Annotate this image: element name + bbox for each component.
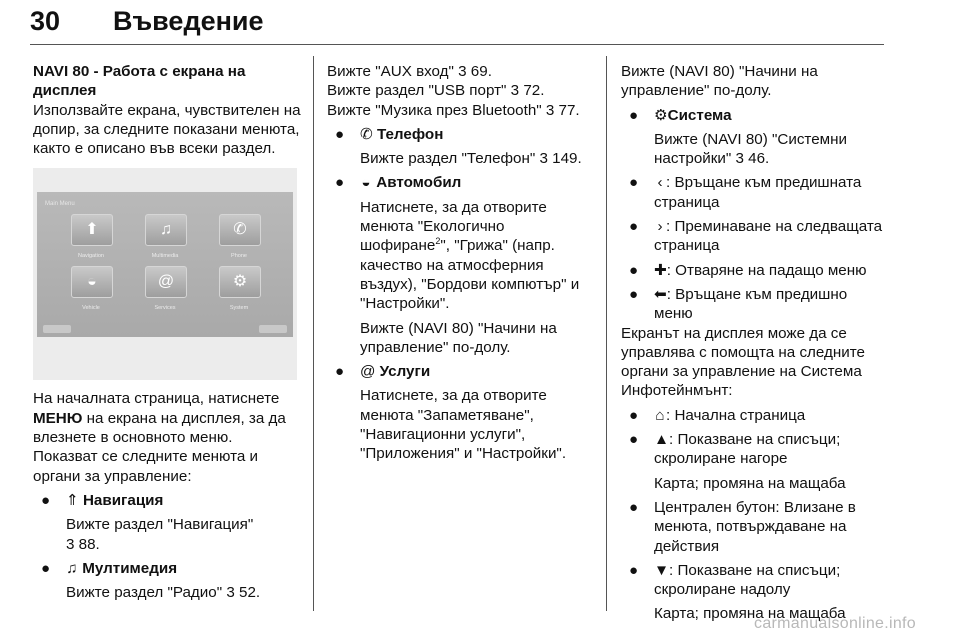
column-3 — [621, 62, 885, 624]
home-icon: ⌂ — [655, 406, 665, 424]
menu-paragraph: На началната страница, натиснете МЕНЮ на екрана на дисплея, за да влезнете в основното меню. Показват се следните менюта и органи за управление: — [33, 390, 286, 485]
column-divider — [606, 56, 607, 611]
gear-icon: ⚙ — [654, 106, 668, 124]
intro-text: Използвайте екрана, чувствителен на допир, за следните показани менюта, както е описано във всеки раздел. — [33, 101, 301, 158]
list-item-next: ● › : Преминаване на следващата страница — [629, 218, 883, 255]
page-number: 30 — [30, 6, 61, 36]
controls-paragraph: Екранът на дисплея може да се управлява с помощта на следните органи за управление на Система Инфотейнмънт: — [621, 324, 865, 400]
list-item-home: ● ⌂: Начална страница — [629, 406, 806, 424]
column-2 — [327, 62, 597, 464]
menu-keyword: МЕНЮ — [33, 409, 83, 427]
controls-reference: Вижте (NAVI 80) "Начини на управление" по-долу. — [621, 63, 818, 100]
system-tile-label: System — [229, 305, 249, 312]
system-tile: ⚙ — [219, 266, 261, 298]
list-item-navigation: ● ⇑ Навигация Вижте раздел "Навигация" 3 88. — [41, 491, 254, 553]
column-1 — [33, 62, 301, 602]
screen-back-bar — [43, 325, 71, 333]
services-tile-label: Services — [154, 305, 176, 312]
car-icon: ◒ — [361, 174, 371, 192]
arrow-left-icon: ⬅ — [654, 285, 667, 303]
screen-forward-bar — [259, 325, 287, 333]
chevron-right-icon: › — [657, 218, 663, 236]
multimedia-tile: ♫ — [145, 214, 187, 246]
header-rule — [30, 44, 884, 45]
list-item-system: ● ⚙Система Вижте (NAVI 80) "Системни настройки" 3 46. — [629, 106, 847, 168]
navigation-tile-label: Navigation — [78, 253, 104, 260]
list-item-center: ● Централен бутон: Влизане в менюта, потвърждаване на действия — [629, 498, 856, 555]
multimedia-tile-label: Multimedia — [151, 253, 179, 260]
list-item-return: ● ⬅: Връщане към предишно меню — [629, 285, 848, 323]
list-item-down: ● ▼: Показване на списъци; скролиране надолу Карта; промяна на мащаба — [629, 561, 846, 623]
watermark: carmanualsonline.info — [754, 615, 916, 632]
services-tile: @ — [145, 266, 187, 298]
list-item-phone: ● ✆ Телефон Вижте раздел "Телефон" 3 149. — [335, 125, 582, 168]
phone-icon: ✆ — [360, 125, 373, 143]
column-divider — [313, 56, 314, 611]
list-item-plus: ● ✚: Отваряне на падащо меню — [629, 261, 867, 279]
phone-tile-label: Phone — [231, 253, 247, 260]
display-screenshot — [33, 168, 297, 380]
navigation-tile: ⬆ — [71, 214, 113, 246]
at-icon: @ — [360, 363, 376, 381]
usb-reference: Вижте раздел "USB порт" 3 72. — [327, 82, 545, 100]
bluetooth-reference: Вижте "Музика през Bluetooth" 3 77. — [327, 101, 580, 119]
triangle-up-icon: ▲ — [654, 431, 670, 449]
list-item-services: ● @ Услуги Натиснете, за да отворите менюта "Запаметяване", "Навигационни услуги", "Приложения" и "Настройки". — [335, 363, 567, 463]
aux-reference: Вижте "AUX вход" 3 69. — [327, 63, 492, 80]
navigation-icon: ⇑ — [66, 491, 79, 509]
plus-icon: ✚ — [654, 261, 667, 279]
vehicle-tile: ◒ — [71, 266, 113, 298]
screen-title: Main Menu — [45, 201, 75, 208]
music-icon: ♫ — [66, 559, 78, 577]
vehicle-tile-label: Vehicle — [82, 305, 100, 312]
list-item-back: ● ‹ : Връщане към предишната страница — [629, 174, 862, 211]
list-item-up: ● ▲: Показване на списъци; скролиране нагоре Карта; промяна на мащаба — [629, 431, 846, 492]
main-menu-screen — [37, 192, 293, 337]
chevron-left-icon: ‹ — [657, 174, 663, 192]
triangle-down-icon: ▼ — [654, 561, 670, 579]
list-item-multimedia: ● ♫ Мултимедия Вижте раздел "Радио" 3 52. — [41, 559, 261, 602]
section-heading: NAVI 80 - Работа с екрана на дисплея — [33, 63, 246, 100]
phone-tile: ✆ — [219, 214, 261, 246]
page-title: Въведение — [113, 6, 264, 36]
list-item-vehicle: ● ◒ Автомобил Натиснете, за да отворите менюта "Екологично шофиране$^2$", "Грижа" (напр. качество на атмосферния въздух), "Бордови компютър" и "Настройки". Вижте (NAVI 80) "Начини на управление" по-долу. — [335, 174, 580, 356]
